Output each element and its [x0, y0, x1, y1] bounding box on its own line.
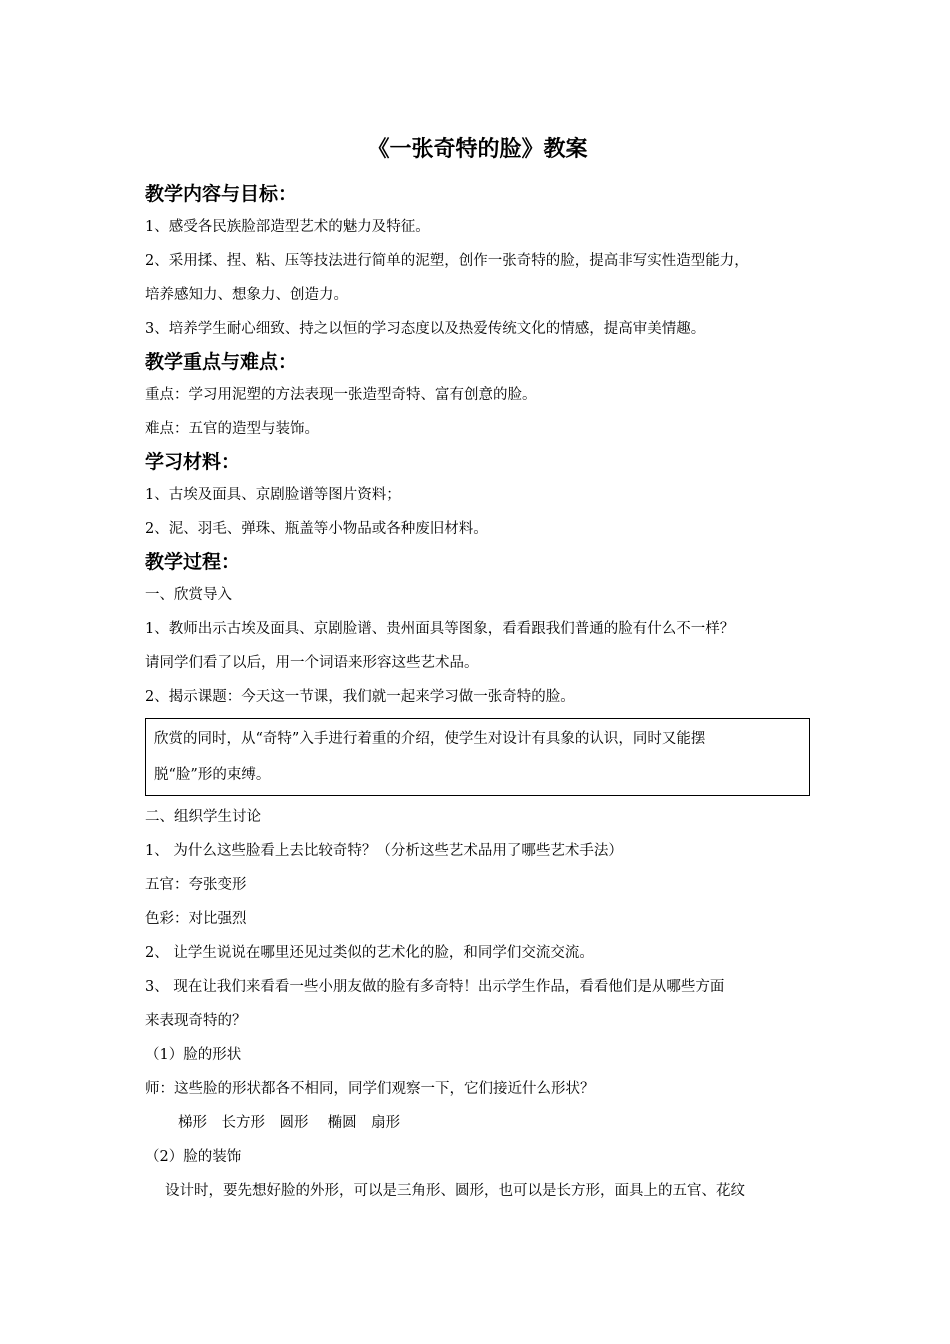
material-item-2: 2、泥、羽毛、弹珠、瓶盖等小物品或各种废旧材料。 — [145, 521, 488, 537]
process-subheading-decoration: （2）脸的装饰 — [145, 1149, 242, 1165]
process-line: 设计时，要先想好脸的外形，可以是三角形、圆形，也可以是长方形，面具上的五官、花纹 — [165, 1183, 745, 1199]
process-subheading-shape: （1）脸的形状 — [145, 1047, 242, 1063]
process-line: 色彩：对比强烈 — [145, 911, 247, 927]
section-heading-process: 教学过程： — [145, 551, 241, 573]
process-line: 请同学们看了以后，用一个词语来形容这些艺术品。 — [145, 655, 479, 671]
process-line: 1、教师出示古埃及面具、京剧脸谱、贵州面具等图象，看看跟我们普通的脸有什么不一样？ — [145, 621, 735, 637]
process-line: 1、 为什么这些脸看上去比较奇特？（分析这些艺术品用了哪些艺术手法） — [145, 843, 623, 859]
process-line: 来表现奇特的？ — [145, 1013, 247, 1029]
note-line: 欣赏的同时，从“奇特”入手进行着重的介绍，使学生对设计有具象的认识，同时又能摆 — [154, 731, 706, 747]
section-heading-key-points: 教学重点与难点： — [145, 351, 298, 373]
goal-item-1: 1、感受各民族脸部造型艺术的魅力及特征。 — [145, 219, 430, 235]
goal-item-3: 3、培养学生耐心细致、持之以恒的学习态度以及热爱传统文化的情感，提高审美情趣。 — [145, 321, 706, 337]
section-heading-goals: 教学内容与目标： — [145, 183, 298, 205]
document-title: 《一张奇特的脸》教案 — [367, 137, 588, 162]
shape-list: 梯形 长方形 圆形 椭圆 扇形 — [178, 1115, 401, 1131]
process-line: 2、 让学生说说在哪里还见过类似的艺术化的脸，和同学们交流交流。 — [145, 945, 594, 961]
note-line: 脱“脸”形的束缚。 — [154, 767, 271, 783]
key-point-difficulty: 难点：五官的造型与装饰。 — [145, 421, 319, 437]
key-point-focus: 重点：学习用泥塑的方法表现一张造型奇特、富有创意的脸。 — [145, 387, 537, 403]
goal-item-2: 2、采用揉、捏、粘、压等技法进行简单的泥塑，创作一张奇特的脸，提高非写实性造型能力， — [145, 253, 749, 269]
process-step-discussion: 二、组织学生讨论 — [145, 809, 261, 825]
process-line: 3、 现在让我们来看看一些小朋友做的脸有多奇特！出示学生作品，看看他们是从哪些方面 — [145, 979, 725, 995]
goal-item-2-continued: 培养感知力、想象力、创造力。 — [145, 287, 348, 303]
process-line: 师：这些脸的形状都各不相同，同学们观察一下，它们接近什么形状？ — [145, 1081, 595, 1097]
process-line: 2、揭示课题：今天这一节课，我们就一起来学习做一张奇特的脸。 — [145, 689, 575, 705]
process-line: 五官：夸张变形 — [145, 877, 247, 893]
material-item-1: 1、古埃及面具、京剧脸谱等图片资料； — [145, 487, 401, 503]
process-step-intro: 一、欣赏导入 — [145, 587, 232, 603]
teaching-note-box — [145, 718, 810, 796]
section-heading-materials: 学习材料： — [145, 451, 241, 473]
document-body — [145, 130, 810, 1208]
